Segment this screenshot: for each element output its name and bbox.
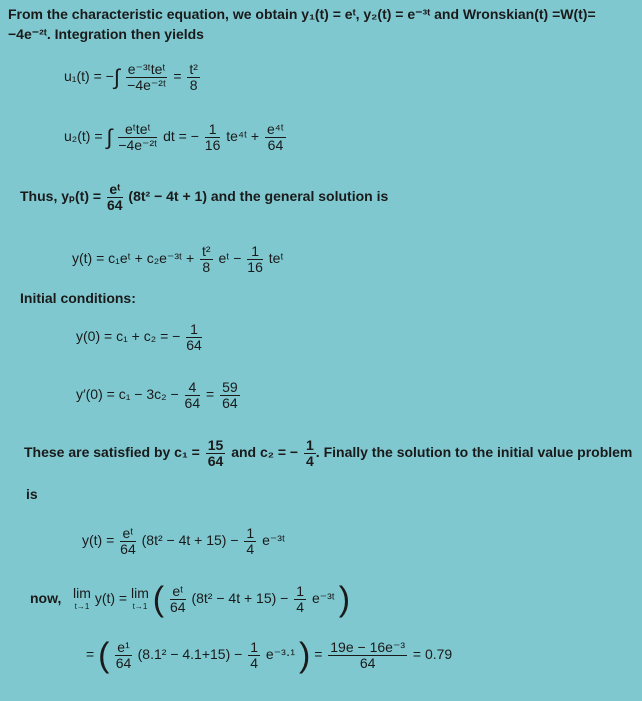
final-rnum: 19e − 16e⁻³ xyxy=(330,639,405,655)
u2-frac-b xyxy=(265,122,286,153)
intro-line-1: From the characteristic equation, we obtain y₁(t) = eᵗ, y₂(t) = e⁻³ᵗ and Wronskian(t) =W(t)= xyxy=(8,6,596,22)
left-paren: ( xyxy=(152,580,165,619)
right-paren: ) xyxy=(298,636,311,675)
final-den: 64 xyxy=(115,655,132,671)
general-aden: 8 xyxy=(202,259,211,275)
u2-anum: 1 xyxy=(205,122,221,138)
ic2-aden: 64 xyxy=(184,395,201,411)
is-word: is xyxy=(26,486,38,502)
final-frac-b xyxy=(248,640,260,671)
u1-den: −4e⁻²ᵗ xyxy=(127,77,167,93)
ic1-equation xyxy=(76,322,204,353)
solution-fraction xyxy=(120,526,136,557)
limit-fraction xyxy=(170,584,186,615)
final-eq2: = xyxy=(314,646,323,663)
general-mid: eᵗ − xyxy=(218,250,242,267)
thus-line xyxy=(20,182,388,213)
c2-den: 4 xyxy=(306,453,314,469)
initial-conditions-label: Initial conditions: xyxy=(20,290,136,306)
limit-tail: e⁻³ᵗ xyxy=(311,590,335,607)
satisfied-pre: These are satisfied by c₁ = xyxy=(24,444,200,461)
final-fraction xyxy=(115,640,131,671)
u2-den: −4e⁻²ᵗ xyxy=(118,137,158,153)
final-body: (8.1² − 4.1+15) − xyxy=(137,646,243,663)
solution-tail: e⁻³ᵗ xyxy=(262,532,286,549)
limit-num: eᵗ xyxy=(170,584,186,600)
solution-mid: (8t² − 4t + 15) − xyxy=(141,532,239,549)
u1-equation xyxy=(64,62,202,93)
satisfied-mid: and c₂ = − xyxy=(231,444,299,461)
left-paren: ( xyxy=(98,636,110,675)
final-result-fraction xyxy=(328,640,407,671)
final-evaluation xyxy=(86,636,453,675)
general-lhs: y(t) = c₁eᵗ + c₂e⁻³ᵗ + xyxy=(72,250,195,267)
lim1: lim xyxy=(73,584,91,601)
u1-rnum: t² xyxy=(189,61,198,77)
u2-bnum: e⁴ᵗ xyxy=(267,121,284,137)
intro-line-2: −4e⁻²ᵗ. Integration then yields xyxy=(8,26,204,42)
c1-fraction xyxy=(206,438,226,469)
u2-num: eᵗteᵗ xyxy=(118,122,157,138)
limit-line xyxy=(30,580,351,619)
ic1-num: 1 xyxy=(186,322,202,338)
thus-den: 64 xyxy=(106,197,123,213)
final-rden: 64 xyxy=(359,655,376,671)
general-solution xyxy=(72,244,284,275)
c2-fraction xyxy=(304,438,316,469)
thus-pre: Thus, yₚ(t) = xyxy=(20,188,102,205)
thus-post: (8t² − 4t + 1) and the general solution is xyxy=(128,188,389,205)
solution-frac-b xyxy=(244,526,256,557)
ic2-frac-a xyxy=(185,380,201,411)
general-bnum: 1 xyxy=(247,244,263,260)
limit-mid: y(t) = xyxy=(94,590,128,607)
final-bden: 4 xyxy=(250,655,259,671)
u2-lhs: u₂(t) = xyxy=(64,128,107,145)
general-frac-b xyxy=(247,244,263,275)
ic1-fraction xyxy=(186,322,202,353)
limit-body: (8t² − 4t + 15) − xyxy=(191,590,289,607)
solution-bden: 4 xyxy=(246,541,255,557)
thus-num: eᵗ xyxy=(107,182,123,198)
general-bden: 16 xyxy=(247,259,263,275)
c1-num: 15 xyxy=(207,437,224,453)
c2-num: 1 xyxy=(306,437,314,453)
final-bnum: 1 xyxy=(250,639,259,655)
ic2-bden: 64 xyxy=(222,395,238,411)
u2-bden: 64 xyxy=(267,137,284,153)
lim2-sub: t→1 xyxy=(132,601,148,611)
lim2: lim xyxy=(131,584,149,601)
u1-fraction xyxy=(126,62,168,93)
u1-result xyxy=(187,62,200,93)
final-result: = 0.79 xyxy=(412,646,453,663)
limit-bnum: 1 xyxy=(296,583,305,599)
final-tail: e⁻³·¹ xyxy=(265,646,296,663)
ic1-lhs: y(0) = c₁ + c₂ = − xyxy=(76,328,181,345)
u2-frac-a xyxy=(205,122,221,153)
limit-frac-b xyxy=(294,584,306,615)
right-paren: ) xyxy=(338,580,351,619)
solution-bnum: 1 xyxy=(246,525,255,541)
thus-fraction xyxy=(107,182,123,213)
u1-rden: 8 xyxy=(189,77,198,93)
u2-fraction xyxy=(118,122,157,153)
limit-bden: 4 xyxy=(296,599,305,615)
general-tail: teᵗ xyxy=(268,250,284,267)
integral-sign: ∫ xyxy=(106,124,113,150)
final-num: e¹ xyxy=(117,639,130,655)
ivp-solution xyxy=(82,526,285,557)
solution-den: 64 xyxy=(120,541,136,557)
ic2-lhs: y′(0) = c₁ − 3c₂ − xyxy=(76,386,179,403)
now-word: now, xyxy=(30,590,62,607)
lim1-sub: t→1 xyxy=(74,601,90,611)
u1-lhs: u₁(t) = − xyxy=(64,68,114,85)
solution-lhs: y(t) = xyxy=(82,532,115,549)
solution-num: eᵗ xyxy=(120,526,136,542)
ic2-anum: 4 xyxy=(185,380,201,396)
u2-aden: 16 xyxy=(204,137,221,153)
c1-den: 64 xyxy=(207,453,224,469)
u2-equation xyxy=(64,122,288,153)
integral-sign: ∫ xyxy=(113,64,120,90)
u1-num: e⁻³ᵗteᵗ xyxy=(127,61,166,77)
u2-mid: dt = − xyxy=(163,128,199,145)
ic2-bnum: 59 xyxy=(222,379,238,395)
satisfied-post: . Finally the solution to the initial value problem xyxy=(315,444,633,461)
limit-operator-2 xyxy=(131,584,149,613)
limit-operator-1 xyxy=(73,584,91,613)
general-frac-a xyxy=(200,244,213,275)
ic2-frac-b xyxy=(220,380,240,411)
ic2-equation xyxy=(76,380,242,411)
u2-tail: te⁴ᵗ + xyxy=(226,128,260,145)
limit-den: 64 xyxy=(170,599,186,615)
final-eq: = xyxy=(86,646,95,663)
ic1-den: 64 xyxy=(186,337,202,353)
general-anum: t² xyxy=(202,243,211,259)
u1-eq: = xyxy=(173,68,182,85)
ic2-eq: = xyxy=(206,386,215,403)
satisfied-line xyxy=(24,438,632,469)
